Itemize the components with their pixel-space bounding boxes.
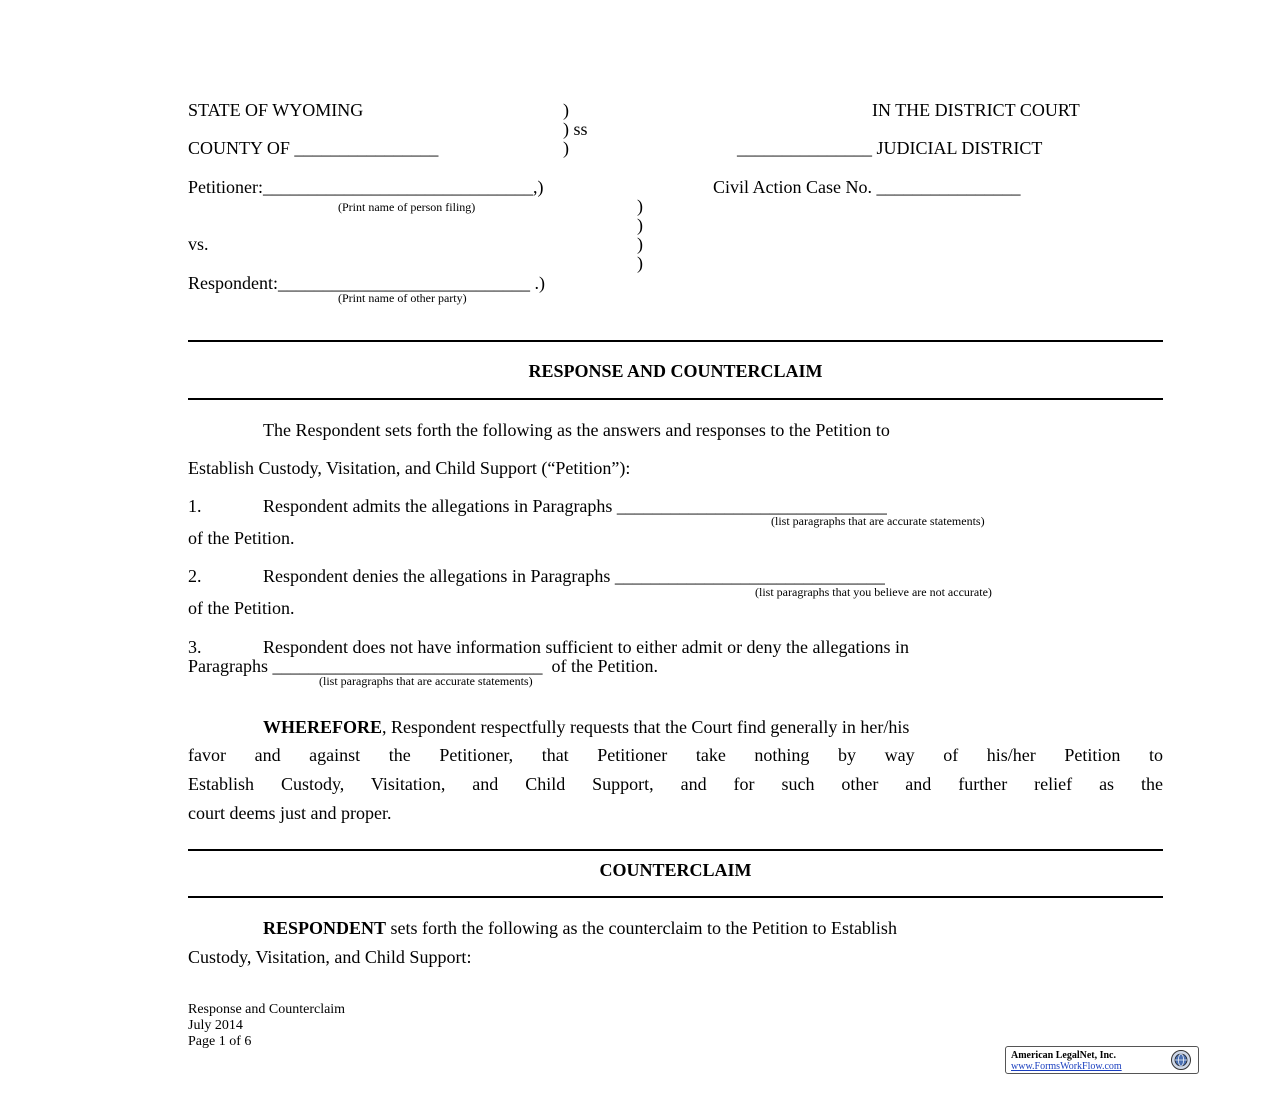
caption-paren: ) — [563, 138, 569, 158]
respondent-field: Respondent:____________________________ .) — [188, 273, 545, 293]
counterclaim-line: Custody, Visitation, and Child Support: — [188, 947, 472, 967]
admits-paragraphs-field: Respondent admits the allegations in Paragraphs ______________________________ — [263, 496, 887, 516]
item-tail: of the Petition. — [188, 598, 295, 618]
petitioner-field: Petitioner:______________________________,) — [188, 177, 544, 197]
wherefore-line: court deems just and proper. — [188, 803, 392, 823]
legalnet-logo[interactable] — [1005, 1046, 1199, 1074]
caption-paren: ) — [637, 234, 643, 254]
caption-ss: ) ss — [563, 119, 588, 139]
logo-company-name: American LegalNet, Inc. — [1011, 1050, 1116, 1061]
admits-hint: (list paragraphs that are accurate statements) — [771, 514, 985, 528]
intro-paragraph: The Respondent sets forth the following as the answers and responses to the Petition to — [263, 420, 890, 440]
globe-icon — [1170, 1049, 1192, 1071]
denies-hint: (list paragraphs that you believe are not accurate) — [755, 585, 992, 599]
state-label: STATE OF WYOMING — [188, 100, 364, 120]
petitioner-hint: (Print name of person filing) — [338, 200, 476, 214]
item-number: 1. — [188, 496, 202, 516]
wherefore-bold: WHEREFORE — [263, 717, 383, 737]
denies-paragraphs-field: Respondent denies the allegations in Paragraphs ______________________________ — [263, 566, 885, 586]
insufficient-hint: (list paragraphs that are accurate statements) — [319, 674, 533, 688]
insufficient-paragraphs-field: Paragraphs ______________________________ of the Petition. — [188, 656, 658, 676]
wherefore-text: , Respondent respectfully requests that the Court find generally in her/his — [382, 717, 910, 737]
footer-page-number: Page 1 of 6 — [188, 1034, 252, 1049]
wherefore-line — [263, 718, 909, 736]
respondent-bold: RESPONDENT — [263, 918, 387, 938]
intro-paragraph: Establish Custody, Visitation, and Child Support (“Petition”): — [188, 458, 631, 478]
counterclaim-text: sets forth the following as the counterclaim to the Petition to Establish — [386, 918, 897, 938]
item-number: 2. — [188, 566, 202, 586]
wherefore-line: favor and against the Petitioner, that Petitioner take nothing by way of his/her Petition to — [188, 745, 1163, 765]
wherefore-line: Establish Custody, Visitation, and Child Support, and for such other and further relief as the — [188, 774, 1163, 794]
caption-paren: ) — [637, 215, 643, 235]
footer-form-name: Response and Counterclaim — [188, 1002, 346, 1017]
court-label: IN THE DISTRICT COURT — [872, 100, 1080, 120]
caption-paren: ) — [637, 196, 643, 216]
caption-paren: ) — [563, 100, 569, 120]
document-title: RESPONSE AND COUNTERCLAIM — [528, 361, 823, 381]
logo-url-link[interactable]: www.FormsWorkFlow.com — [1011, 1061, 1122, 1072]
vs-label: vs. — [188, 234, 209, 254]
divider — [188, 398, 1163, 400]
item-number: 3. — [188, 637, 202, 657]
footer-date: July 2014 — [188, 1018, 243, 1033]
district-label: _______________ JUDICIAL DISTRICT — [737, 138, 1043, 158]
caption-paren: ) — [637, 253, 643, 273]
divider — [188, 340, 1163, 342]
respondent-hint: (Print name of other party) — [338, 291, 467, 305]
item-tail: of the Petition. — [188, 528, 295, 548]
case-number-field: Civil Action Case No. ________________ — [713, 177, 1021, 197]
counterclaim-line — [263, 919, 897, 937]
insufficient-info-text: Respondent does not have information sufficient to either admit or deny the allegations in — [263, 637, 910, 657]
divider — [188, 896, 1163, 898]
county-label: COUNTY OF ________________ — [188, 138, 439, 158]
counterclaim-title: COUNTERCLAIM — [599, 860, 752, 880]
divider — [188, 849, 1163, 851]
